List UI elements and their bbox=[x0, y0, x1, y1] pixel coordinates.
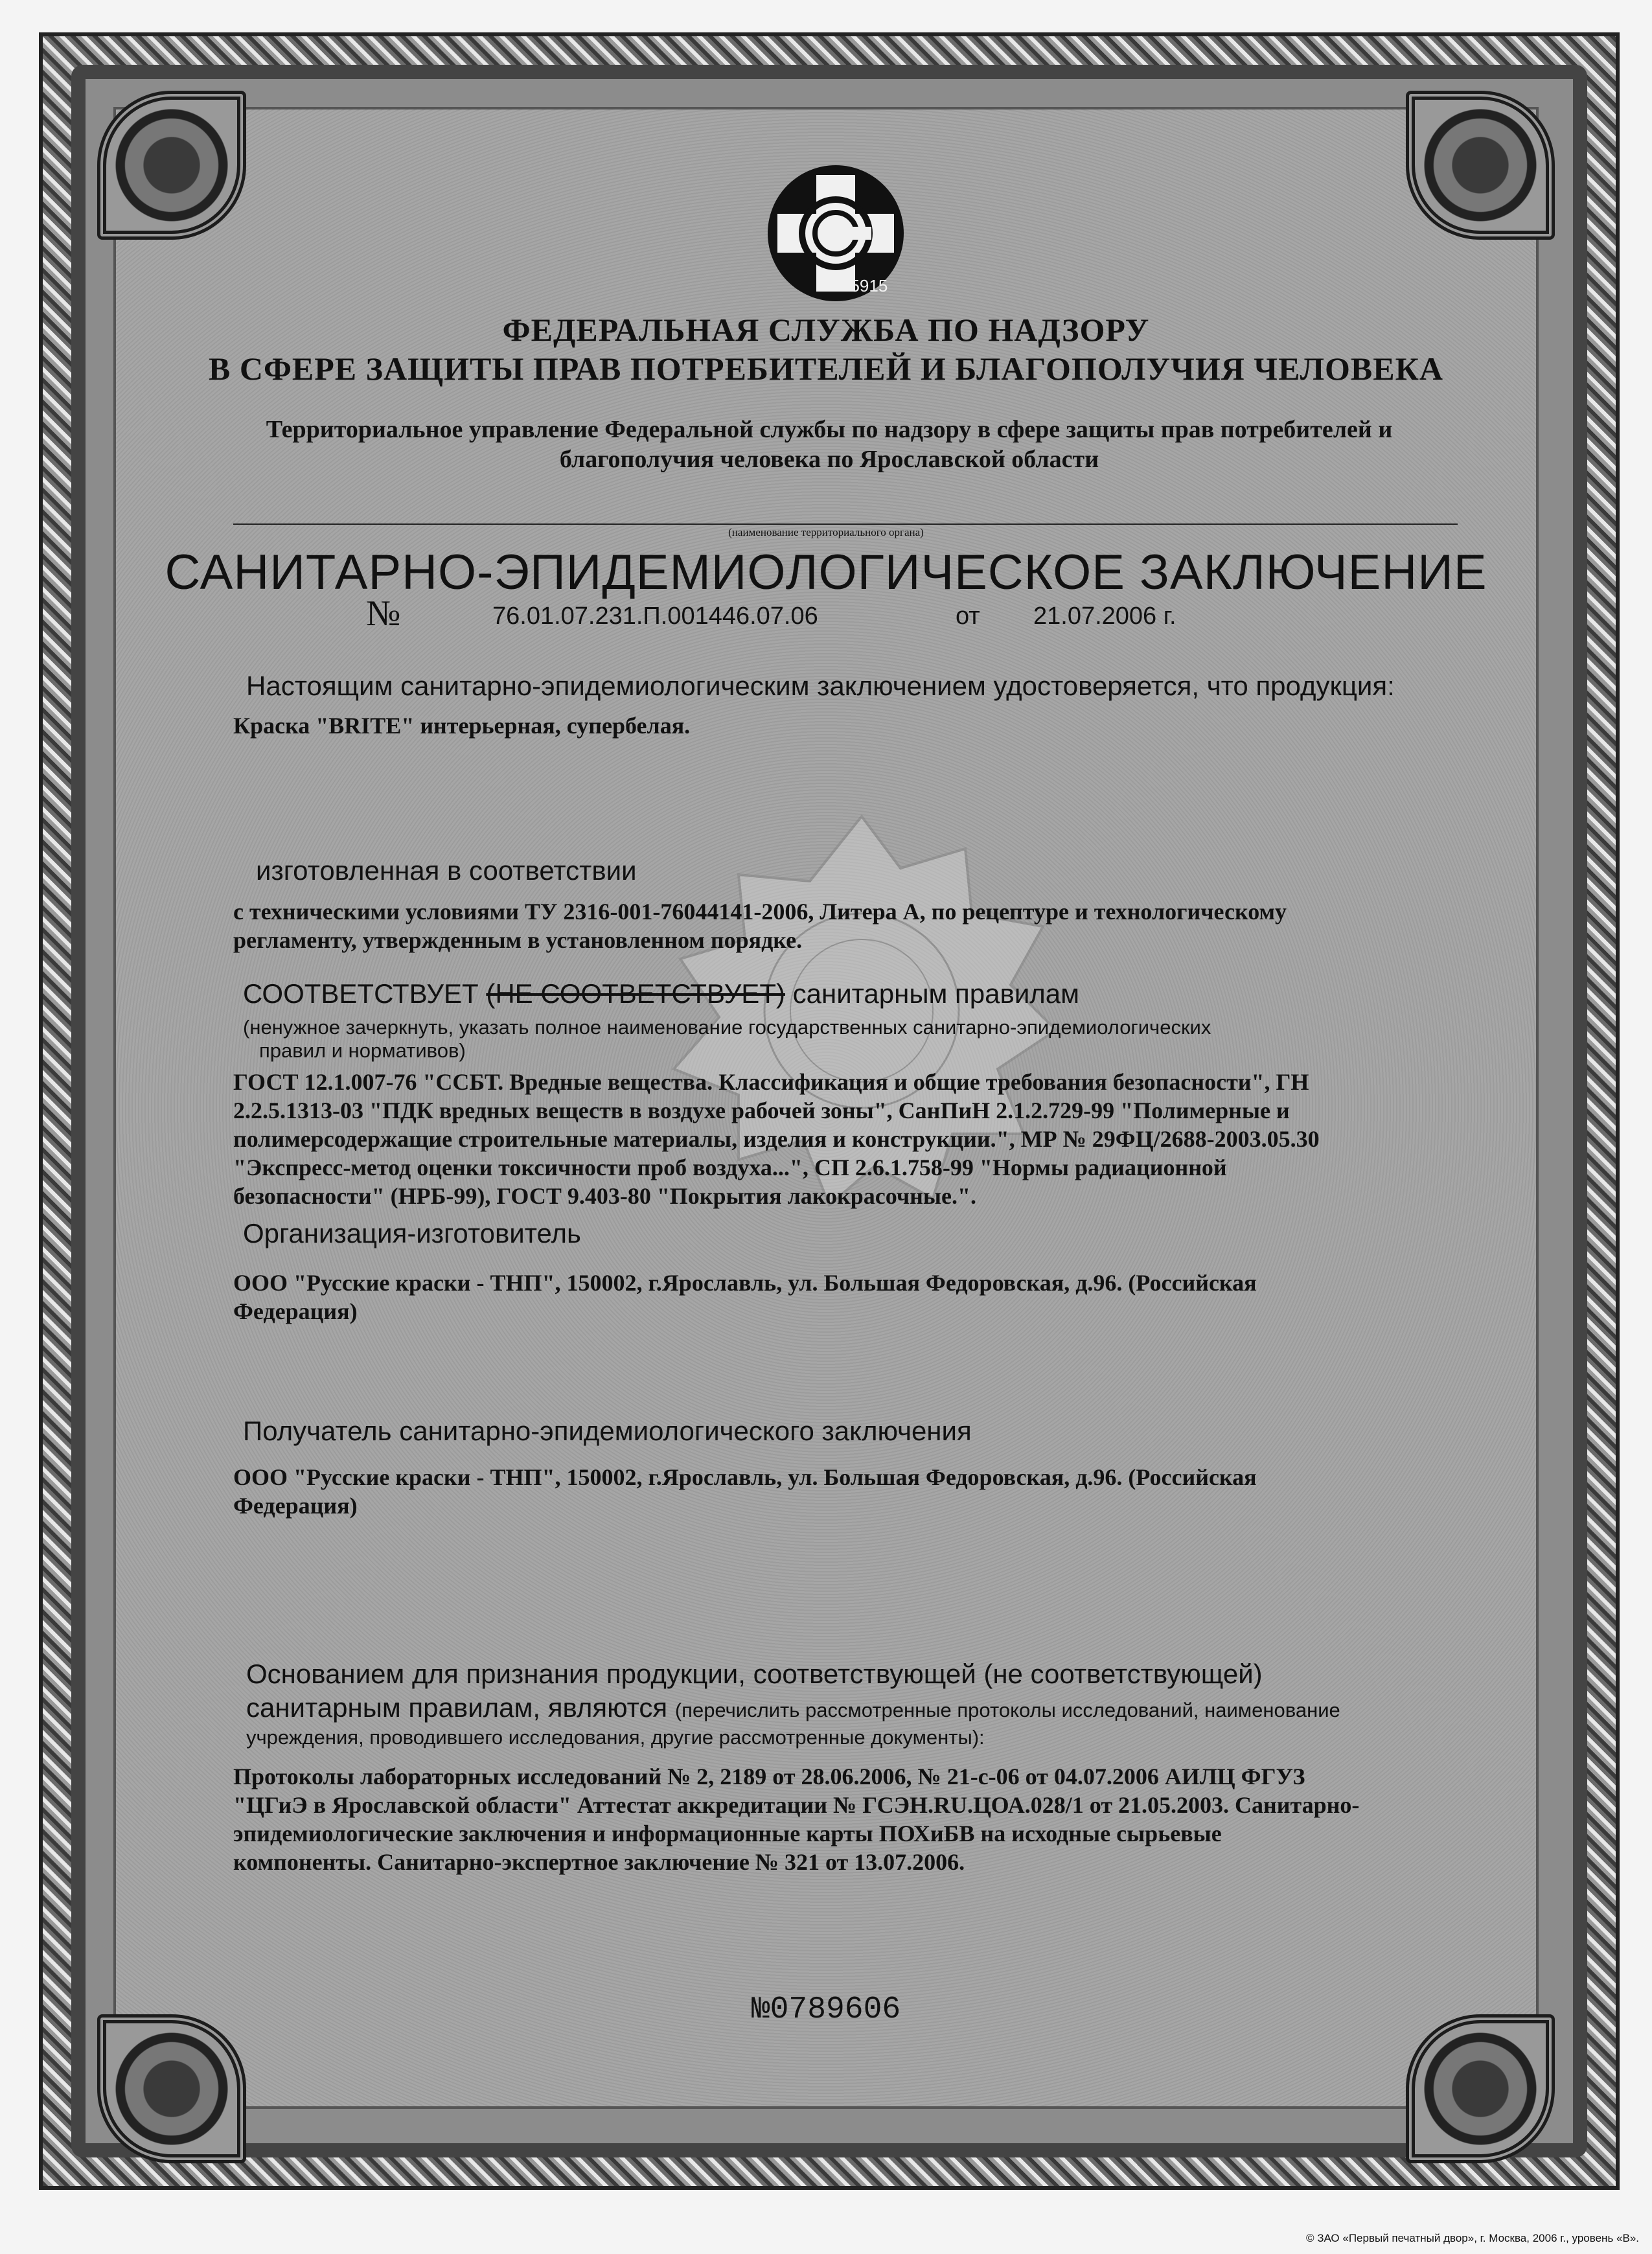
document-date: 21.07.2006 г. bbox=[1033, 603, 1176, 630]
not-complies-struck: (НЕ СООТВЕТСТВУЕТ) bbox=[486, 978, 785, 1009]
document-title: САНИТАРНО-ЭПИДЕМИОЛОГИЧЕСКОЕ ЗАКЛЮЧЕНИЕ bbox=[165, 545, 1487, 600]
basis-line: эпидемиологические заключения и информационные карты ПОХиБВ на исходные сырьевые bbox=[233, 1821, 1222, 1846]
complies-text: СООТВЕТСТВУЕТ bbox=[243, 978, 479, 1009]
agency-title-line1: ФЕДЕРАЛЬНАЯ СЛУЖБА ПО НАДЗОРУ bbox=[502, 312, 1150, 348]
territorial-body-line2: благополучия человека по Ярославской области bbox=[559, 446, 1099, 473]
recipient-line2: Федерация) bbox=[233, 1493, 358, 1519]
date-label: от bbox=[956, 603, 980, 630]
manufacture-line2: регламенту, утвержденным в установленном порядке. bbox=[233, 927, 803, 953]
manufacturer-line1: ООО "Русские краски - ТНП", 150002, г.Ярославль, ул. Большая Федоровская, д.96. (Российская bbox=[233, 1270, 1257, 1296]
product-name: Краска "BRITE" интерьерная, супербелая. bbox=[233, 713, 691, 739]
number-sign: № bbox=[366, 593, 401, 634]
manufacture-label: изготовленная в соответствии bbox=[256, 855, 637, 886]
territorial-caption: (наименование территориального органа) bbox=[728, 526, 924, 538]
basis-line: компоненты. Санитарно-экспертное заключение № 321 от 13.07.2006. bbox=[233, 1849, 965, 1875]
territorial-underline bbox=[233, 523, 1458, 525]
basis-line: "ЦГиЭ в Ярославской области" Аттестат аккредитации № ГСЭН.RU.ЦОА.028/1 от 21.05.2003. Санитарно- bbox=[233, 1792, 1360, 1818]
conformity-statement bbox=[243, 978, 1079, 1009]
conformity-note-line1: (ненужное зачеркнуть, указать полное наименование государственных санитарно-эпидемиологических bbox=[243, 1016, 1211, 1039]
standards-line: ГОСТ 12.1.007-76 "ССБТ. Вредные вещества. Классификация и общие требования безопасности", ГН bbox=[233, 1069, 1309, 1095]
conformity-note-line2: правил и нормативов) bbox=[259, 1039, 466, 1062]
manufacture-line1: с техническими условиями ТУ 2316-001-76044141-2006, Литера А, по рецептуре и технологическому bbox=[233, 899, 1287, 925]
manufacturer-line2: Федерация) bbox=[233, 1298, 358, 1324]
standards-line: "Экспресс-метод оценки токсичности проб воздуха...", СП 2.6.1.758-99 "Нормы радиационной bbox=[233, 1155, 1227, 1180]
standards-line: безопасности" (НРБ-99), ГОСТ 9.403-80 "Покрытия лакокрасочные.". bbox=[233, 1183, 976, 1209]
standards-line: полимерсодержащие строительные материалы, изделия и конструкции.", МР № 29ФЦ/2688-2003.05.30 bbox=[233, 1126, 1320, 1152]
rules-text: санитарным правилам bbox=[792, 978, 1080, 1009]
basis-label-main: санитарным правилам, являются bbox=[246, 1692, 668, 1723]
basis-label-note: (перечислить рассмотренные протоколы исследований, наименование bbox=[674, 1699, 1340, 1721]
printer-imprint: © ЗАО «Первый печатный двор», г. Москва, 2006 г., уровень «В». bbox=[1305, 2232, 1639, 2244]
basis-label-line2 bbox=[246, 1692, 1340, 1723]
basis-label-line1: Основанием для признания продукции, соответствующей (не соответствующей) bbox=[246, 1659, 1263, 1689]
manufacturer-label: Организация-изготовитель bbox=[243, 1218, 581, 1248]
territorial-body bbox=[194, 415, 1464, 474]
basis-label-line3: учреждения, проводившего исследования, другие рассмотренные документы): bbox=[246, 1726, 985, 1749]
product-intro: Настоящим санитарно-эпидемиологическим заключением удостоверяется, что продукция: bbox=[246, 671, 1395, 701]
emblem-number: 45915 bbox=[841, 276, 888, 295]
certification-emblem-icon bbox=[764, 162, 907, 305]
serial-number: №0789606 bbox=[751, 1992, 901, 2027]
document-number: 76.01.07.231.П.001446.07.06 bbox=[492, 603, 818, 630]
standards-line: 2.2.5.1313-03 "ПДК вредных веществ в воздухе рабочей зоны", СанПиН 2.1.2.729-99 "Полимерные и bbox=[233, 1098, 1290, 1123]
agency-title-line2: В СФЕРЕ ЗАЩИТЫ ПРАВ ПОТРЕБИТЕЛЕЙ И БЛАГОПОЛУЧИЯ ЧЕЛОВЕКА bbox=[209, 351, 1443, 387]
recipient-label: Получатель санитарно-эпидемиологического заключения bbox=[243, 1416, 972, 1446]
territorial-body-line1: Территориальное управление Федеральной службы по надзору в сфере защиты прав потребителей и bbox=[266, 416, 1393, 443]
recipient-line1: ООО "Русские краски - ТНП", 150002, г.Ярославль, ул. Большая Федоровская, д.96. (Российская bbox=[233, 1464, 1257, 1490]
basis-line: Протоколы лабораторных исследований № 2, 2189 от 28.06.2006, № 21-с-06 от 04.07.2006 АИЛЦ ФГУЗ bbox=[233, 1764, 1305, 1789]
